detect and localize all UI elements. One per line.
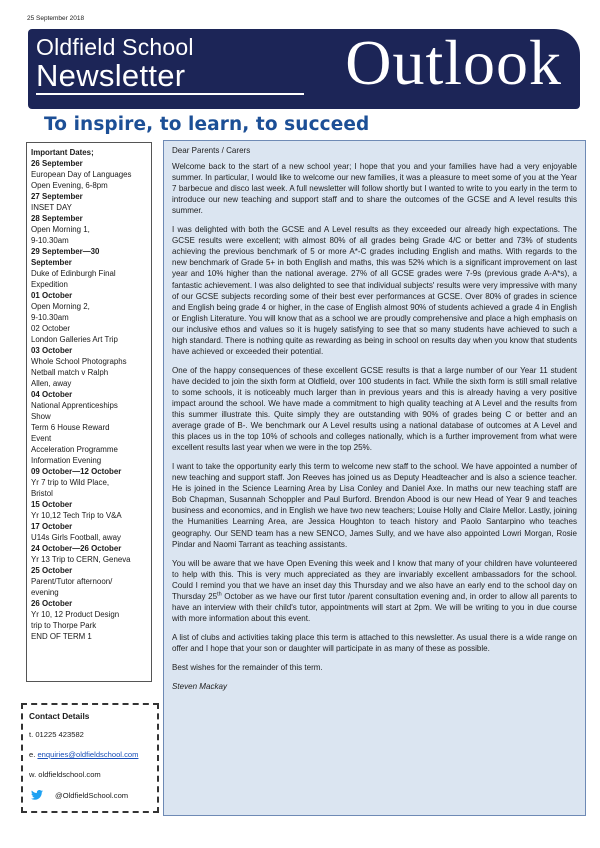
date-event: Bristol (31, 489, 53, 498)
date-heading: 24 October—26 October (31, 544, 122, 553)
date-event: evening (31, 588, 59, 597)
date-event: Duke of Edinburgh Final (31, 269, 116, 278)
headteacher-letter (163, 140, 586, 816)
date-event: London Galleries Art Trip (31, 335, 118, 344)
date-event: Netball match v Ralph (31, 368, 109, 377)
date-event: Open Morning 2, (31, 302, 90, 311)
date-event: Yr 7 trip to Wild Place, (31, 478, 110, 487)
paragraph-text: You will be aware that we have Open Evening this week and I know that many of your children have volunteered to help with this. This is very much appreciated as they are invariably excellent ambassadors for the school. Could I remind you that we have an inset day this Thursday and we also have an early end to the school day on Thursday 25 (172, 558, 577, 601)
letter-greeting: Dear Parents / Carers (172, 146, 251, 155)
letter-paragraph: Welcome back to the start of a new school year; I hope that you and your families have had a very enjoyable summer. In particular, I would like to welcome our new families, it was a pleasure to meet some of you at the Year 7 barbecue and disco last week. A full newsletter will follow shortly but I wanted to write to you early in the term to introduce our new teaching and support staff and to share the outcomes of the GCSE and A level results this summer. (172, 162, 577, 216)
date-event: Event (31, 434, 52, 443)
letter-paragraph: A list of clubs and activities taking place this term is attached to this newsletter. As usual there is a wide range on offer and I hope that your son or daughter will participate in as many of these as possible. (172, 632, 577, 653)
issue-date: 25 September 2018 (27, 15, 85, 22)
important-dates-panel (26, 142, 152, 682)
date-heading: 17 October (31, 522, 73, 531)
contact-phone: t. 01225 423582 (29, 730, 84, 739)
letter-paragraph: I was delighted with both the GCSE and A Level results as they exceeded our already high expectations. The GCSE results were excellent; with almost 80% of all grades being Grade 4/C or better and 73% of students achieving the previous benchmark of 5 or more A*-C grades including English and maths. With regards to the new benchmark of Grade 5+ in both English and maths, this was 52% which is a significant improvement on last year and 10% higher than the national average. 27% of all GCSE grades were 7-9s (previous grade A-A*s), a fantastic achievement. I was also delighted to see that individual subjects' results were very impressive with many of our GCSE subjects recording some of their best ever performances at GCSE. Over 80% of grades in science and English being grade 4 or higher, in the case of English almost 90% of students achieved a grade 4 in English or English Literature. You will know that as a school we are proudly comprehensive and place a high emphasis on our inclusive ethos and values so it is hugely satisfying to see that so many students have achieved to such a high standard. There is nothing quite as rewarding as being in school on results day when you know that students have achieved or exceeded their potential. (172, 225, 577, 356)
date-event: Acceleration Programme (31, 445, 118, 454)
school-name (36, 36, 194, 91)
date-heading: 27 September (31, 192, 83, 201)
letter-paragraph: One of the happy consequences of these excellent GCSE results is that a large number of our Year 11 student have decided to join the sixth form at Oldfield, over 100 students in fact. While the sixth form is still small relative to some schools, it is noticeably much larger than in previous years and this is already having a very positive impact around the school. We have made a commitment to high quality teaching at A Level and the results from this summer illustrate this. Quite simply they are outstanding with 90% of grades being C or better and an average grade of B-. We benchmark our A Level results using a national database of outcomes at A Level and this places us in the top 10% of schools and colleges nationally, which is a further improvement from what were excellent results last year when we were in the top 25%. (172, 365, 577, 453)
date-event: Yr 10,12 Tech Trip to V&A (31, 511, 122, 520)
date-event: 02 October (31, 324, 71, 333)
date-event: European Day of Languages (31, 170, 132, 179)
date-event: INSET DAY (31, 203, 72, 212)
school-name-line1: Oldfield School (36, 34, 194, 60)
date-event: Open Morning 1, (31, 225, 90, 234)
date-heading: 28 September (31, 214, 83, 223)
date-event: Parent/Tutor afternoon/ (31, 577, 113, 586)
masthead-title: Outlook (345, 27, 562, 98)
date-heading: September (31, 258, 72, 267)
letter-signature: Steven Mackay (172, 682, 228, 692)
email-prefix: e. (29, 750, 38, 759)
date-event: Open Evening, 6-8pm (31, 181, 108, 190)
date-event: Whole School Photographs (31, 357, 127, 366)
date-heading: 25 October (31, 566, 73, 575)
contact-twitter-row (29, 790, 151, 800)
letter-closing: Best wishes for the remainder of this term. (172, 662, 323, 672)
date-heading: 03 October (31, 346, 73, 355)
date-heading: 29 September—30 (31, 247, 100, 256)
date-event: Yr 10, 12 Product Design (31, 610, 120, 619)
contact-twitter-handle[interactable]: @OldfieldSchool.com (55, 790, 129, 800)
date-event: Term 6 House Reward (31, 423, 110, 432)
date-heading: 04 October (31, 390, 73, 399)
contact-heading: Contact Details (29, 711, 90, 721)
date-event: Information Evening (31, 456, 102, 465)
date-event: National Apprenticeships (31, 401, 118, 410)
date-heading: 26 October (31, 599, 73, 608)
letter-paragraph: I want to take the opportunity early this term to welcome new staff to the school. We have appointed a number of new teaching and support staff. Jon Reeves has joined us as Deputy Headteacher and is also a science teacher. He is joined in the Science Learning Area by Lisa Conley and Daniel Axe. In maths our new teaching staff are Bob Chapman, Susannah Schoppler and Paul Burford. Brendon Abood is our new Head of Year 9 and teaches business and economics, and in English we have two new teachers; Louise Holly and Claire Mellor. Lastly, joining the Humanities Learning Area, are Jessica Houghton to teach history and Paolo Santarpino who teaches geography. Our SEND team has a new SENCO, James Sully, and we have also appointed Lowri Morgan, Rosie Pindar and Naomi Tarrant as teaching assistants. (172, 462, 577, 549)
date-heading: 15 October (31, 500, 73, 509)
date-event: 9-10.30am (31, 236, 69, 245)
contact-details-panel (21, 703, 159, 813)
date-event: trip to Thorpe Park (31, 621, 97, 630)
letter-paragraph (172, 558, 577, 624)
date-event: 9-10.30am (31, 313, 69, 322)
important-dates-heading: Important Dates; (31, 148, 94, 157)
ordinal-suffix: th (217, 591, 222, 598)
date-heading: 26 September (31, 159, 83, 168)
contact-website: w. oldfieldschool.com (29, 770, 101, 779)
banner-divider (36, 93, 304, 95)
school-motto: To inspire, to learn, to succeed (44, 114, 370, 135)
date-heading: 01 October (31, 291, 73, 300)
date-event: END OF TERM 1 (31, 632, 92, 641)
school-name-line2: Newsletter (36, 58, 186, 93)
date-event: Yr 13 Trip to CERN, Geneva (31, 555, 131, 564)
contact-email-row (29, 750, 151, 759)
date-event: U14s Girls Football, away (31, 533, 121, 542)
twitter-bird-icon (31, 790, 43, 800)
contact-email-link[interactable]: enquiries@oldfieldschool.com (37, 750, 139, 759)
date-heading: 09 October—12 October (31, 467, 122, 476)
date-event: Expedition (31, 280, 68, 289)
date-event: Show (31, 412, 51, 421)
important-dates-list (31, 158, 147, 642)
date-event: Allen, away (31, 379, 72, 388)
newsletter-banner (28, 29, 580, 109)
paragraph-text: October as we have our first tutor /parent consultation evening and, in order to allow all parents to have an interview with their child's tutor, appointments will start at 2pm. We will be writing to you in due course with more information about this event. (172, 591, 577, 623)
